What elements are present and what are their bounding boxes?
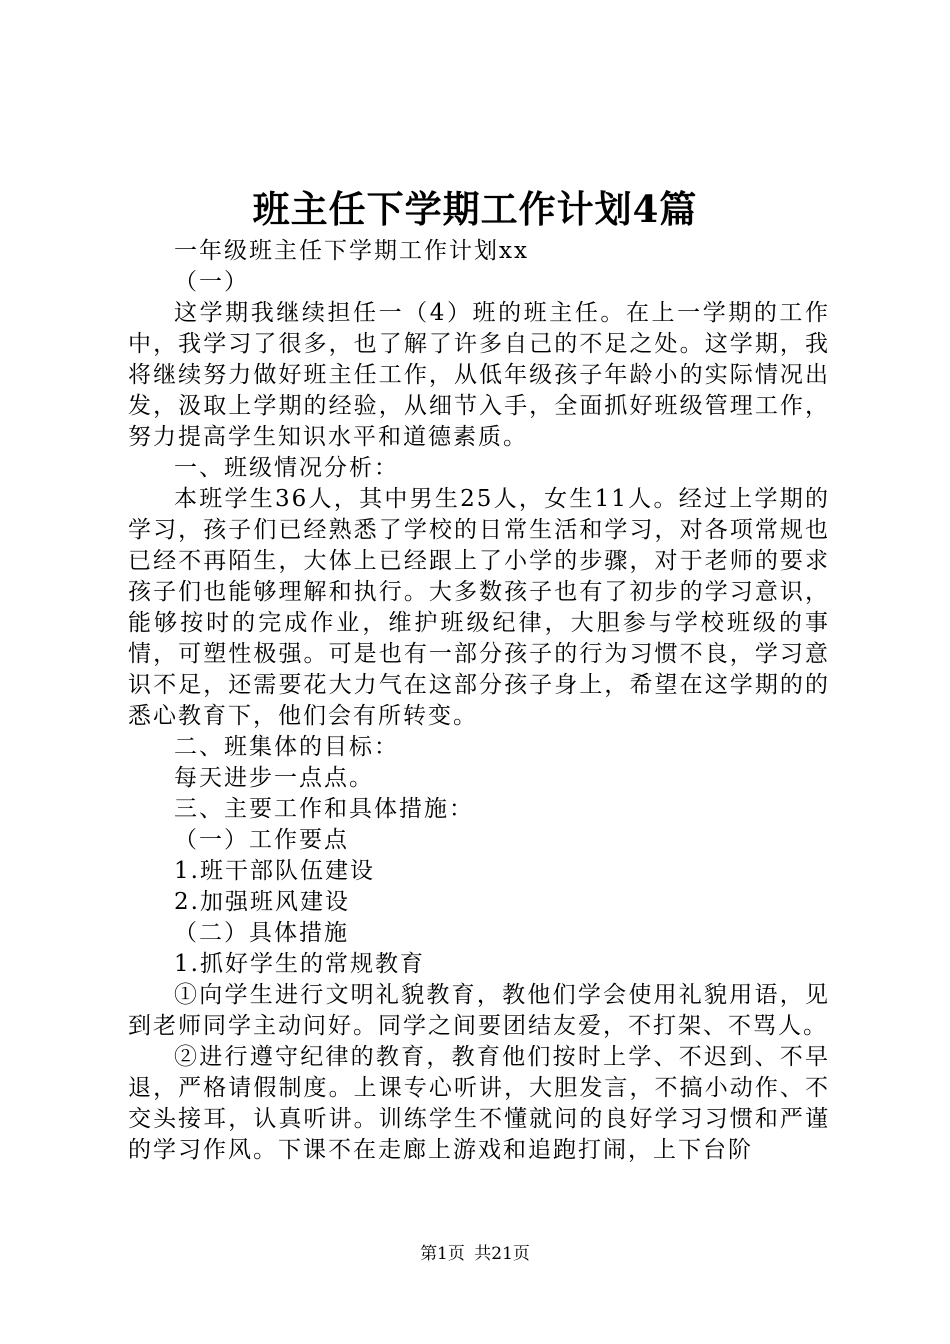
paragraph-class-goal: 每天进步一点点。 (174, 765, 374, 791)
paragraph-courtesy-education: ①向学生进行文明礼貌教育，教他们学会使用礼貌用语，见到老师同学主动问好。同学之间要团结友爱，不打架、不骂人。 (128, 982, 830, 1039)
paragraph-subtitle: 一年级班主任下学期工作计划xx (174, 238, 529, 264)
paragraph-discipline-education: ②进行遵守纪律的教育，教育他们按时上学、不迟到、不早退，严格请假制度。上课专心听讲，大胆发言，不搞小动作、不交头接耳，认真听讲。训练学生不懂就问的良好学习习惯和严谨的学习作风。下课不在走廊上游戏和追跑打闹，上下台阶 (128, 1044, 830, 1163)
heading-work-points: （一）工作要点 (174, 827, 349, 853)
list-item-routine-education: 1.抓好学生的常规教育 (174, 951, 425, 977)
paragraph-intro: 这学期我继续担任一（4）班的班主任。在上一学期的工作中，我学习了很多，也了解了许多自己的不足之处。这学期，我将继续努力做好班主任工作，从低年级孩子年龄小的实际情况出发，汲取上学期的经验，从细节入手，全面抓好班级管理工作，努力提高学生知识水平和道德素质。 (128, 300, 830, 450)
heading-main-work: 三、主要工作和具体措施： (174, 796, 474, 822)
list-item-cadre-building: 1.班干部队伍建设 (174, 858, 375, 884)
list-item-class-style: 2.加强班风建设 (174, 889, 350, 915)
paragraph-section-number: （一） (174, 269, 249, 295)
heading-specific-measures: （二）具体措施 (174, 920, 349, 946)
heading-class-goal: 二、班集体的目标： (174, 734, 399, 760)
document-body (128, 236, 830, 1166)
page-number: 第1页 (420, 1244, 465, 1264)
page-footer (0, 1242, 950, 1266)
heading-class-analysis: 一、班级情况分析： (174, 455, 399, 481)
page-total: 共21页 (474, 1244, 530, 1264)
paragraph-class-analysis: 本班学生36人，其中男生25人，女生11人。经过上学期的学习，孩子们已经熟悉了学校的日常生活和学习，对各项常规也已经不再陌生，大体上已经跟上了小学的步骤，对于老师的要求孩子们也能够理解和执行。大多数孩子也有了初步的学习意识，能够按时的完成作业，维护班级纪律，大胆参与学校班级的事情，可塑性极强。可是也有一部分孩子的行为习惯不良，学习意识不足，还需要花大力气在这部分孩子身上，希望在这学期的的悉心教育下，他们会有所转变。 (128, 486, 830, 729)
document-title: 班主任下学期工作计划4篇 (252, 187, 698, 231)
